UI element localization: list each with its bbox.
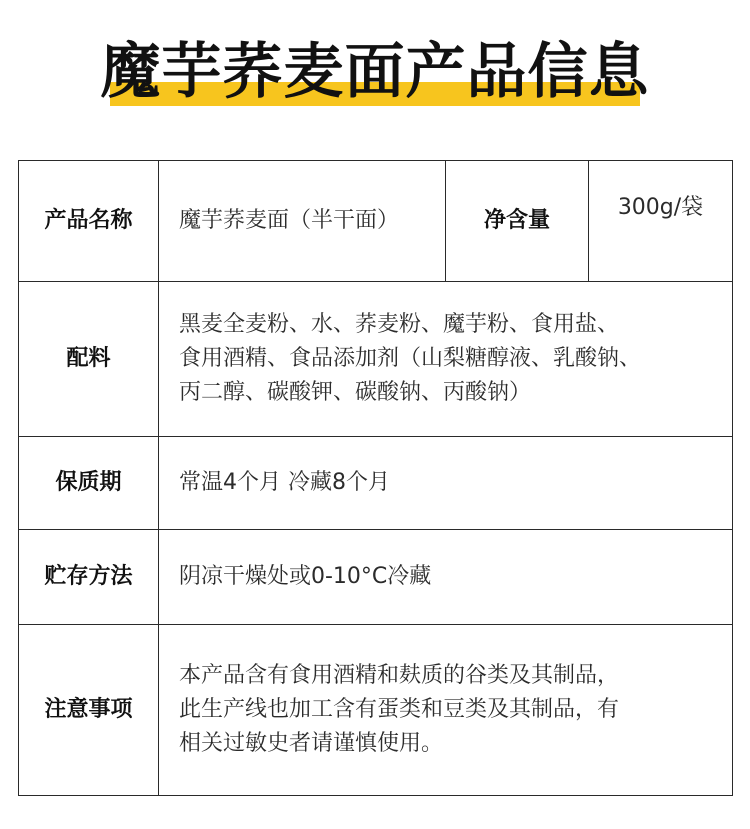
- table-row-notes: [19, 625, 733, 796]
- table-row-product-name: [19, 161, 733, 282]
- storage-value: 阴凉干燥处或0-10°C冷藏: [159, 530, 733, 625]
- net-weight-value: 300g/袋: [589, 161, 733, 282]
- notes-line: 相关过敏史者请谨慎使用。: [179, 731, 444, 756]
- ingredients-label: 配料: [19, 282, 159, 437]
- product-info-table: [18, 160, 733, 796]
- ingredients-line: 黑麦全麦粉、水、荞麦粉、魔芋粉、食用盐、: [179, 312, 620, 337]
- ingredients-line: 食用酒精、食品添加剂（山梨糖醇液、乳酸钠、: [179, 346, 642, 371]
- notes-line: 此生产线也加工含有蛋类和豆类及其制品，有: [179, 697, 620, 722]
- table-row-shelf-life: [19, 437, 733, 530]
- table-row-storage: [19, 530, 733, 625]
- notes-value: [159, 625, 733, 796]
- shelf-life-value: 常温4个月 冷藏8个月: [159, 437, 733, 530]
- net-weight-label: 净含量: [446, 161, 589, 282]
- notes-label: 注意事项: [19, 625, 159, 796]
- ingredients-line: 丙二醇、碳酸钾、碳酸钠、丙酸钠）: [179, 380, 532, 405]
- product-name-value: 魔芋荞麦面（半干面）: [159, 161, 446, 282]
- shelf-life-label: 保质期: [19, 437, 159, 530]
- ingredients-value: [159, 282, 733, 437]
- title-area: [0, 32, 750, 112]
- page-title: 魔芋荞麦面产品信息: [100, 37, 650, 107]
- notes-line: 本产品含有食用酒精和麸质的谷类及其制品，: [179, 663, 620, 688]
- storage-label: 贮存方法: [19, 530, 159, 625]
- product-name-label: 产品名称: [19, 161, 159, 282]
- table-row-ingredients: [19, 282, 733, 437]
